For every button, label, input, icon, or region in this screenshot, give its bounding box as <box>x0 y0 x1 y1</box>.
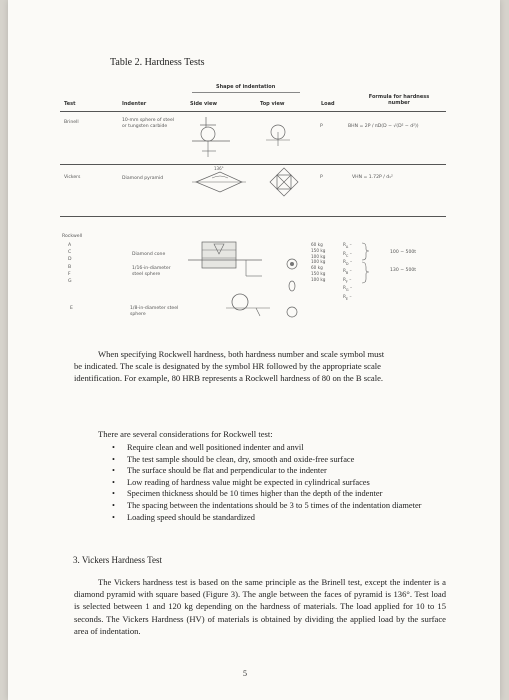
brinell-test-label: Brinell <box>64 120 79 125</box>
vickers-formula: VHN = 1.72P / d₁² <box>352 175 393 180</box>
rockwell-sphere-side-view-diagram <box>226 290 286 318</box>
list-item: • Low reading of hardness value might be expected in cylindrical surfaces <box>112 477 370 487</box>
rockwell-load-b: 100 kg <box>311 259 326 265</box>
table-title: Table 2. Hardness Tests <box>110 57 205 68</box>
rockwell-load-a: 60 kg <box>311 242 323 247</box>
rockwell-specification-paragraph <box>74 348 446 384</box>
rockwell-scales-acd <box>68 242 72 263</box>
row-rule-1 <box>60 164 446 165</box>
brinell-indenter-text: 10-mm sphere of steel or tungsten carbide <box>122 118 175 129</box>
list-item: • The spacing between the indentations should be 3 to 5 times of the indentation diameter <box>112 500 422 510</box>
vickers-test-label: Vickers <box>64 175 81 180</box>
vickers-angle-label: 136° <box>214 166 224 171</box>
column-header-load: Load <box>321 101 335 107</box>
page-number: 5 <box>243 669 247 678</box>
paragraph-1-line-3: identification. For example, 80 HRB represents a Rockwell hardness of 80 on the B scale. <box>74 373 384 383</box>
rockwell-indenter-1: Diamond cone <box>132 252 166 257</box>
considerations-list <box>112 442 452 523</box>
rockwell-load-f: 60 kg <box>311 265 323 271</box>
rockwell-formula-2: 130 − 500t <box>390 268 417 273</box>
list-item: • Loading speed should be standardized <box>112 512 255 522</box>
list-item: • The test sample should be clean, dry, smooth and oxide-free surface <box>112 454 355 464</box>
rockwell-scale-c: C <box>68 250 72 255</box>
vickers-top-view-diagram <box>266 164 302 200</box>
column-header-side-view: Side view <box>190 101 218 107</box>
rockwell-scale-a: A <box>68 243 72 248</box>
list-item: • The surface should be flat and perpendicular to the indenter <box>112 466 327 476</box>
rockwell-scale-symbols: $R_A$ – $R_C$ – $R_D$ – $R_B$ – $R_F$ – $R_G$ – $R_E$ – <box>343 242 353 301</box>
rockwell-scale-f: F <box>68 272 71 277</box>
rockwell-scale-e: E <box>70 306 73 311</box>
paragraph-1-line-2: be indicated. The scale is designated by the symbol HR followed by the appropriate scale <box>74 361 381 371</box>
list-item: • Specimen thickness should be 10 times higher than the depth of the indenter <box>112 489 383 499</box>
vickers-paragraph: The Vickers hardness test is based on the same principle as the Brinell test, except the indenter is a diamond pyramid with square based (Figure 3). The angle between the faces of pyramid is 136°. Test load is selected between 1 and 120 kg depending on the hardness of materials. The load applied for 10 to 15 seconds. The Vickers Hardness (HV) of materials is obtained by dividing the applied load by the surface area of indentation. <box>74 577 446 636</box>
brinell-side-view-diagram <box>192 113 236 163</box>
background-right-edge <box>500 0 509 700</box>
brinell-load: P <box>320 124 323 129</box>
group-header-rule <box>192 92 300 93</box>
column-header-test: Test <box>64 101 76 107</box>
document-page <box>8 0 500 700</box>
rockwell-side-view-diagram <box>188 236 268 286</box>
rockwell-formula-1: 100 − 500t <box>390 250 417 255</box>
considerations-intro: There are several considerations for Rockwell test: <box>98 429 273 439</box>
rockwell-loads <box>311 242 325 283</box>
rockwell-scale-b: B <box>68 265 72 270</box>
rockwell-load-e: 100 kg <box>311 276 326 282</box>
vickers-indenter-text: Diamond pyramid <box>122 176 164 181</box>
row-rule-2 <box>60 216 446 217</box>
list-item: • Require clean and well positioned indenter and anvil <box>112 443 304 452</box>
vickers-load: P <box>320 175 323 180</box>
background-left-edge <box>0 0 8 700</box>
rockwell-load-c: 150 kg <box>311 247 326 253</box>
rockwell-load-g: 150 kg <box>311 270 326 276</box>
section-heading: 3. Vickers Hardness Test <box>73 555 162 565</box>
rockwell-top-view-diagrams <box>282 250 302 330</box>
header-rule <box>60 111 446 112</box>
rockwell-indenter-2: 1/16-in-diameter steel sphere <box>132 266 171 277</box>
rockwell-scales-bfg <box>68 264 72 285</box>
column-group-header: Shape of indentation <box>216 84 276 90</box>
column-header-top-view: Top view <box>260 101 285 107</box>
rockwell-scale-d: D <box>68 257 72 262</box>
brinell-formula: BHN = 2P / πD(D − √(D² − d²)) <box>348 124 419 129</box>
column-header-formula: Formula for hardness number <box>368 94 430 106</box>
column-header-indenter: Indenter <box>122 101 147 107</box>
rockwell-indenter-3: 1/8-in-diameter steel sphere <box>130 306 179 317</box>
rockwell-load-d: 100 kg <box>311 253 326 259</box>
paragraph-1-line-1: When specifying Rockwell hardness, both hardness number and scale symbol must <box>98 349 385 359</box>
rockwell-braces <box>360 242 372 284</box>
rockwell-scale-g: G <box>68 279 72 284</box>
brinell-top-view-diagram <box>264 120 304 150</box>
rockwell-test-label: Rockwell <box>62 234 83 239</box>
